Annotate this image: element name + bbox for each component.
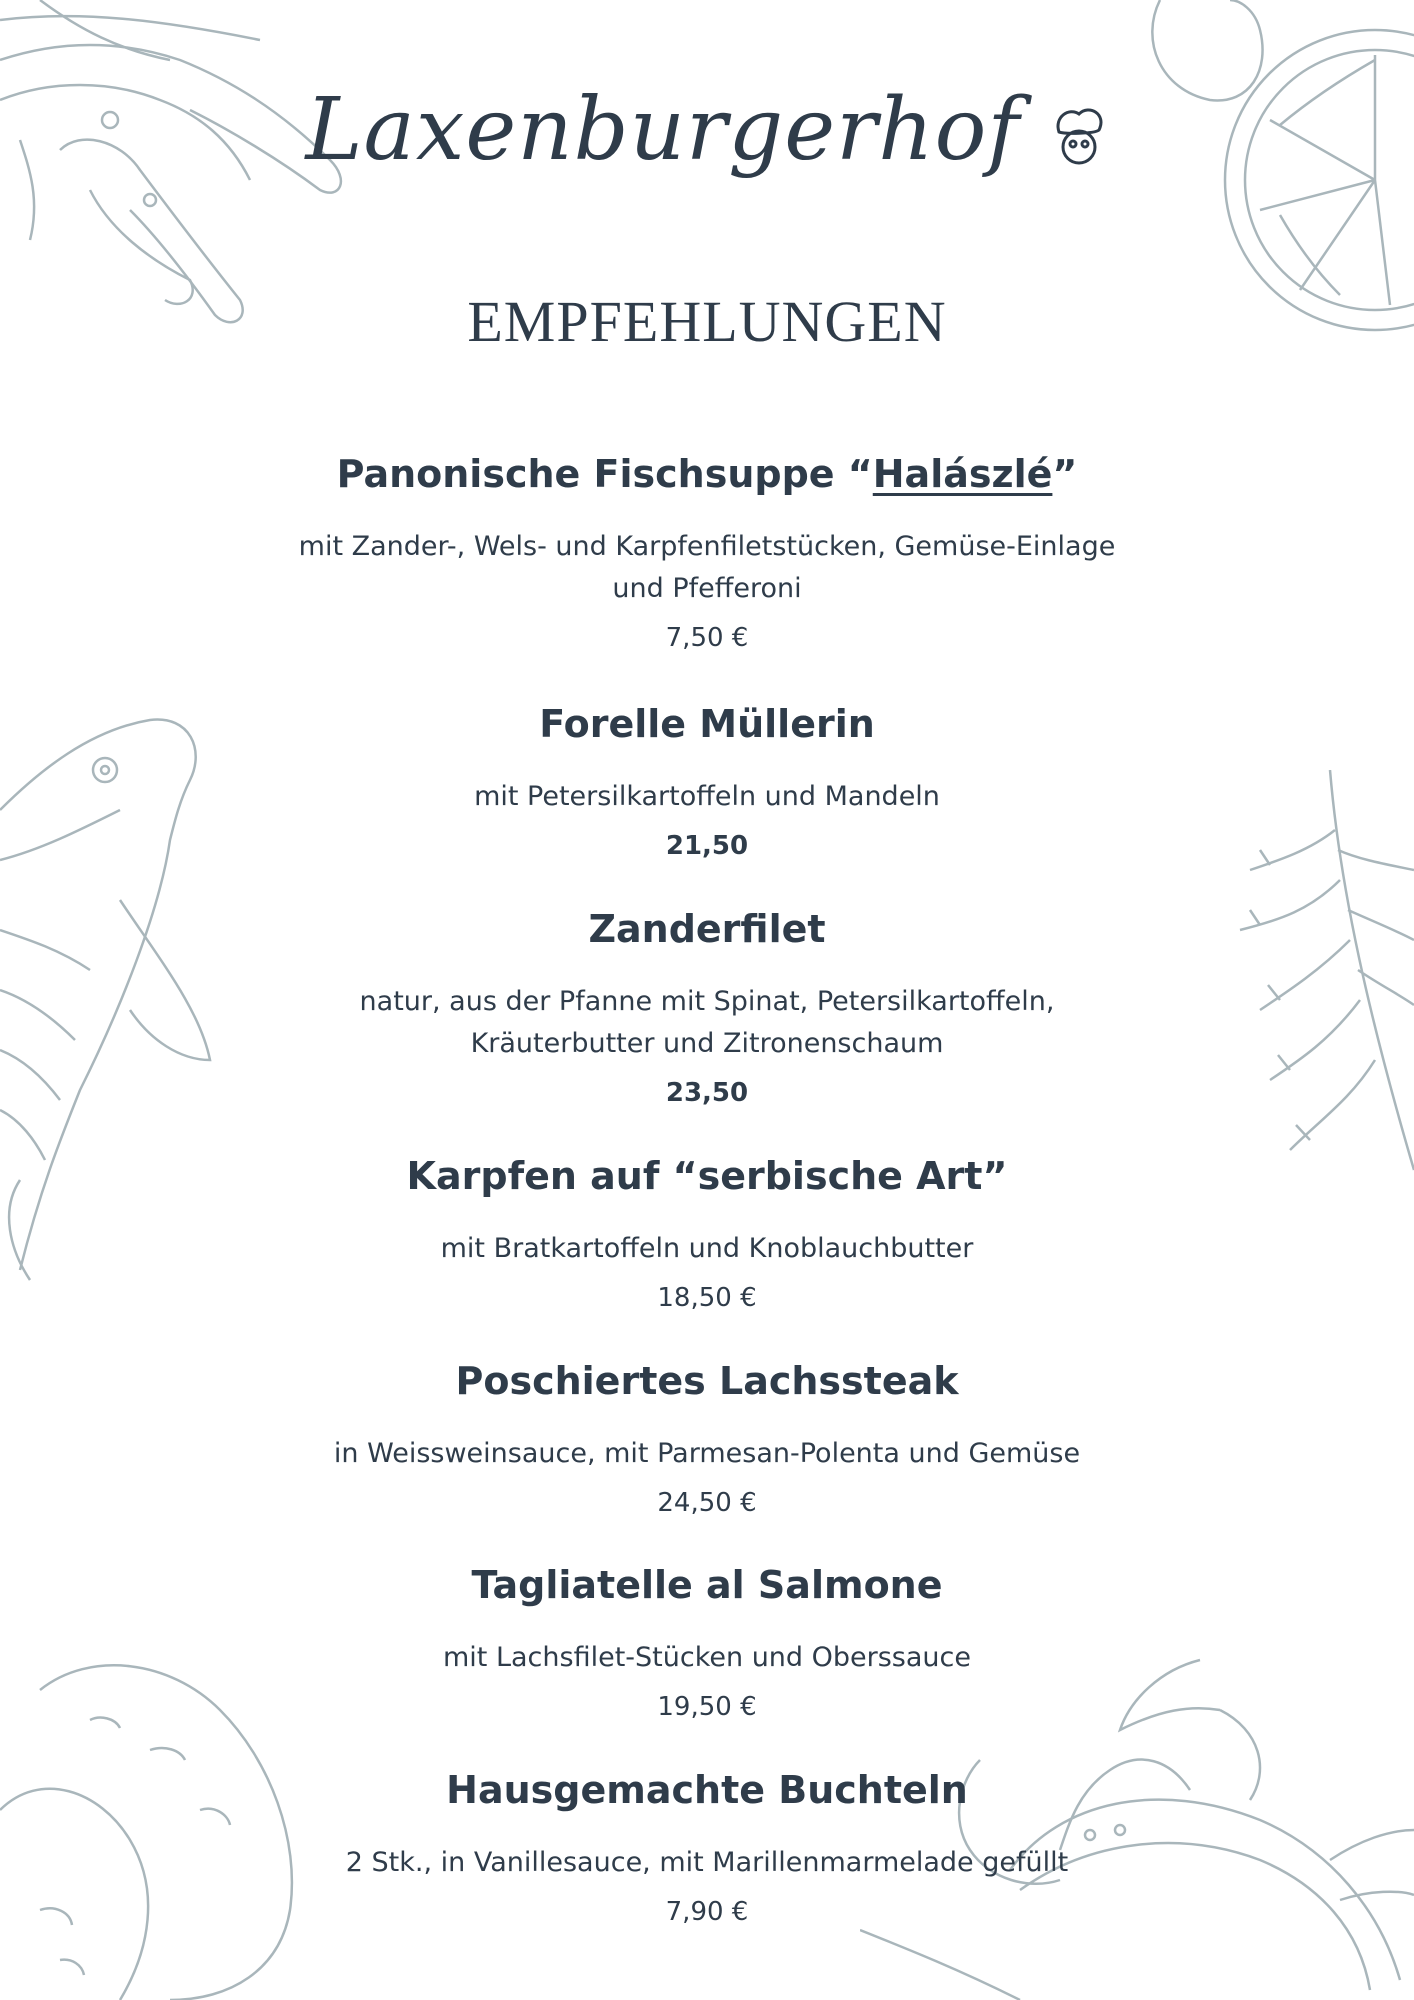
menu-item — [0, 1337, 1414, 1541]
menu-item-price: 18,50 € — [657, 1283, 757, 1313]
menu-item-name: Poschiertes Lachssteak — [455, 1359, 959, 1403]
menu-item-name: Forelle Müllerin — [539, 702, 875, 746]
menu-item-description: natur, aus der Pfanne mit Spinat, Petersilkartoffeln, Kräuterbutter und Zitronenschaum — [359, 986, 1055, 1059]
menu-item — [0, 680, 1414, 885]
menu-item-price: 23,50 — [665, 1078, 749, 1108]
menu-item-description: mit Petersilkartoffeln und Mandeln — [474, 781, 940, 812]
menu-item-description: mit Bratkartoffeln und Knoblauchbutter — [440, 1233, 974, 1264]
menu-item-name: Tagliatelle al Salmone — [471, 1563, 943, 1607]
menu-item-description: mit Zander-, Wels- und Karpfenfiletstücken, Gemüse-Einlage und Pfefferoni — [298, 531, 1116, 604]
menu-item — [0, 430, 1414, 680]
menu-item — [0, 1132, 1414, 1337]
brand-logo — [0, 80, 1414, 180]
menu-item — [0, 1746, 1414, 1951]
chef-logo-icon — [1049, 102, 1109, 172]
menu-item — [0, 1541, 1414, 1746]
menu-item-price: 19,50 € — [657, 1692, 757, 1722]
page-title: EMPFEHLUNGEN — [467, 289, 947, 354]
menu-item-name-underlined: Halászlé — [872, 452, 1053, 496]
menu-item-name: Hausgemachte Buchteln — [446, 1768, 968, 1812]
menu-item-name: Panonische Fischsuppe “Halászlé” — [336, 452, 1078, 496]
menu-item-price: 21,50 — [665, 831, 749, 861]
menu-item — [0, 885, 1414, 1132]
menu-list — [0, 430, 1414, 1951]
menu-item-price: 24,50 € — [657, 1488, 757, 1518]
menu-item-description: mit Lachsfilet-Stücken und Oberssauce — [443, 1642, 971, 1673]
brand-name: Laxenburgerhof — [305, 80, 1021, 180]
menu-item-price: 7,90 € — [665, 1897, 749, 1927]
menu-item-price: 7,50 € — [665, 623, 749, 653]
menu-item-description: in Weissweinsauce, mit Parmesan-Polenta und Gemüse — [333, 1438, 1081, 1469]
menu-item-description: 2 Stk., in Vanillesauce, mit Marillenmarmelade gefüllt — [345, 1847, 1069, 1878]
menu-item-name: Karpfen auf “serbische Art” — [406, 1154, 1008, 1198]
menu-item-name: Zanderfilet — [588, 907, 826, 951]
